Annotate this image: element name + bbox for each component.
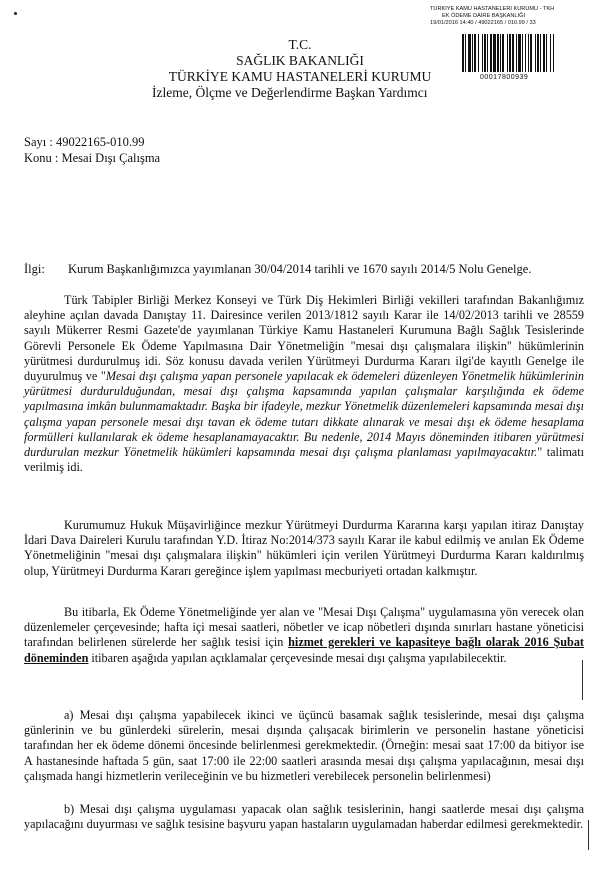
barcode-bar: [554, 34, 555, 72]
list-item-a-text: a) Mesai dışı çalışma yapabilecek ikinci ve üçüncü basamak sağlık tesislerinde, mesai dışı çalışma günlerinin ve bu günlerdeki sürelerin, mesai dışında çalışacak birimlerin ve personelin hastane yöneticisi tarafından her ek ödeme dönemi öncesinde belirlenmesi gerekmektedir. (Örneğin: mesai saat 17:00 da bitiyor ise A hastanesinde haftada 5 gün, saat 17:00 ile 22:00 saatleri arasında mesai dışı çalışma yapılacağının, mesai dışı çalışmada hangi hizmetlerin verileceğinin ve bu hizmetleri verebilecek personelin belirlenmesi): [24, 708, 584, 783]
list-item-a: [24, 708, 584, 784]
scan-mark: [14, 12, 17, 15]
header-department: İzleme, Ölçme ve Değerlendirme Başkan Yardımcı: [152, 85, 428, 100]
paragraph-3-text: Bu itibarla, Ek Ödeme Yönetmeliğinde yer alan ve "Mesai Dışı Çalışma" uygulamasına yön verecek olan düzenlemeler çerçevesinde; hafta içi mesai saatleri, nöbetler ve icap nöbetleri dışında sınırları hastane yöneticisi tarafından belirlenen sürelerde her sağlık tesisi için: [24, 605, 584, 650]
document-number: Sayı : 49022165-010.99: [24, 135, 145, 149]
header-institution: TÜRKİYE KAMU HASTANELERİ KURUMU: [168, 69, 432, 84]
paragraph-2: [24, 518, 584, 579]
paragraph-1-end: " talimatı verilmiş idi.: [24, 445, 584, 475]
paragraph-3: [24, 605, 584, 666]
effective-date-highlight: hizmet gerekleri ve kapasiteye bağlı olarak 2016 Şubat döneminden: [24, 635, 584, 665]
header-ministry: SAĞLIK BAKANLIĞI: [236, 53, 364, 68]
margin-mark: [588, 820, 589, 850]
reference-text: Kurum Başkanlığımızca yayımlanan 30/04/2014 tarihli ve 1670 sayılı 2014/5 Nolu Genelge.: [68, 262, 532, 276]
stamp-line-2: EK ÖDEME DAİRE BAŞKANLIĞI: [442, 13, 525, 19]
registry-stamp: [430, 6, 598, 27]
paragraph-2-text: Kurumumuz Hukuk Müşavirliğince mezkur Yürütmeyi Durdurma Kararına karşı yapılan itiraz Danıştay İdari Dava Daireleri Kurulu tarafından Y.D. İtiraz No:2014/373 sayılı Karar ile kabul edilmiş ve anılan Ek Ödeme Yönetmeliğinin "mesai dışı çalışmalara ilişkin" hükümleri için verilen Yürütmeyi Durdurma Kararı kaldırılmış olup, Yürütmeyi Durdurma Kararı gereğince işlem yapılması mecburiyeti ortadan kalkmıştır.: [24, 518, 584, 578]
margin-mark: [582, 660, 583, 700]
paragraph-1: [24, 293, 584, 475]
quoted-instruction: Mesai dışı çalışma yapan personele yapılacak ek ödemeleri düzenleyen Yönetmelik hükümlerinin yürütmesi durdurulduğundan, mesai dışı çalışma kapsamında yapılan çalışmalar karşılığında ek ödeme yapılmasına imkân bulunmamaktadır. Başka bir ifadeyle, mezkur Yönetmelik düzenlemeleri kapsamında mesai dışı çalışma yapan personele mesai dışı tavan ek ödeme tutarı dikkate alınarak ve mesai dışı ek ödeme hesaplama formülleri kullanılarak ek ödeme hesaplanamayacaktır. Bu nedenle, 2014 Mayıs döneminden itibaren yürütmesi durdurulan mezkur Yönetmelik hükümleri kapsamında mesai dışı çalışma planlaması yapılmayacaktır.: [24, 369, 584, 460]
barcode-number: 00017800939: [480, 74, 529, 81]
paragraph-1-text: Türk Tabipler Birliği Merkez Konseyi ve Türk Diş Hekimleri Birliği vekilleri tarafından Bakanlığımız aleyhine açılan davada Danıştay 11. Dairesince verilen 2013/1812 sayılı Karar ile 14/02/2013 tarihli ve 28559 sayılı Mükerrer Resmi Gazete'de yayımlanan Türkiye Kamu Hastaneleri Kurumuna Bağlı Sağlık Tesislerinde Görevli Personele Ek Ödeme Yapılmasına Dair Yönetmeliğin "mesai dışı çalışmalara ilişkin" hükümlerinin yürütmesi durdurulmuş idi. Söz konusu davada verilen Yürütmeyi Durdurma Kararı ilgi'de kayıtlı Genelge ile duyurulmuş ve ": [24, 293, 584, 384]
reference-line: [24, 262, 584, 277]
list-item-b-text: b) Mesai dışı çalışma uygulaması yapacak olan sağlık tesislerinin, hangi saatlerde mesai dışı çalışma yapılacağını duyurması ve sağlık tesisine başvuru yapan hastaların uygulamadan haberdar edilmesi gerekmektedir.: [24, 802, 584, 832]
paragraph-3-end: itibaren aşağıda yapılan açıklamalar çerçevesinde mesai dışı çalışma yapılabilecektir.: [88, 650, 507, 665]
list-item-b: [24, 802, 584, 832]
header-tc: T.C.: [288, 37, 312, 52]
stamp-line-3: 19/01/2016 14:40 / 49022165 / 010.99 / 33: [430, 20, 536, 26]
reference-label: İlgi:: [24, 262, 45, 276]
barcode: [462, 34, 588, 72]
stamp-line-1: TÜRKİYE KAMU HASTANELERİ KURUMU - TKH: [430, 6, 555, 12]
document-subject: Konu : Mesai Dışı Çalışma: [24, 151, 161, 165]
